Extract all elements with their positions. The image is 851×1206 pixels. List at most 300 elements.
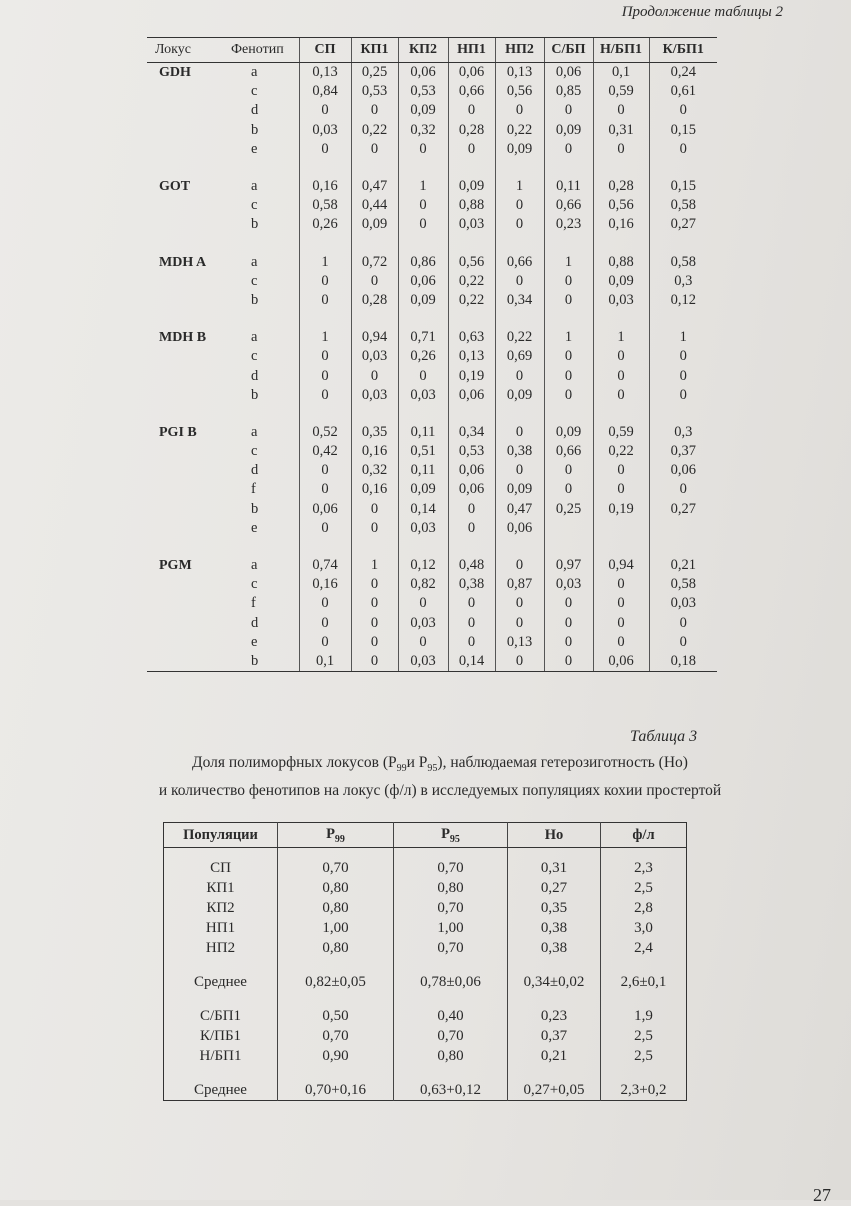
value-cell: 0 [593, 386, 649, 405]
phenotype-cell: c [251, 272, 258, 289]
table-row [147, 291, 717, 310]
value-cell: 0,25 [544, 500, 593, 519]
value-cell: 1 [299, 328, 351, 347]
value-cell [544, 519, 593, 538]
spacer-row [147, 159, 717, 177]
value-cell: 0,22 [593, 442, 649, 461]
value-cell: 0,88 [448, 196, 495, 215]
fl-cell: 2,3+0,2 [601, 1080, 687, 1101]
value-cell: 0,24 [649, 63, 717, 83]
table-row [147, 253, 717, 272]
value-cell: 0,32 [398, 121, 448, 140]
phenotype-cell: c [251, 348, 258, 365]
header-s-bp: С/БП [544, 38, 593, 63]
caption-text-2: и P [406, 754, 428, 771]
value-cell: 1 [398, 177, 448, 196]
value-cell: 0,47 [351, 177, 398, 196]
locus-name: GDH [159, 65, 191, 81]
value-cell: 0,71 [398, 328, 448, 347]
value-cell: 0 [544, 272, 593, 291]
value-cell: 0 [448, 633, 495, 652]
value-cell: 0 [593, 461, 649, 480]
table-row [147, 575, 717, 594]
locus-name: GOT [159, 179, 191, 195]
locus-name [147, 614, 219, 633]
ho-cell: 0,37 [508, 1026, 601, 1046]
spacer-row [147, 235, 717, 253]
spacer-row [147, 405, 717, 423]
spacer-row [164, 848, 687, 859]
locus-name [147, 101, 219, 120]
phenotype-cell: a [251, 329, 258, 346]
p95-cell: 0,40 [394, 1006, 508, 1026]
p95-cell: 1,00 [394, 918, 508, 938]
value-cell: 1 [495, 177, 544, 196]
value-cell: 0,09 [398, 291, 448, 310]
value-cell: 0,13 [495, 63, 544, 83]
value-cell: 0 [495, 594, 544, 613]
value-cell: 0 [398, 633, 448, 652]
continuation-label: Продолжение таблицы 2 [621, 4, 783, 20]
value-cell: 0,27 [649, 500, 717, 519]
value-cell: 0 [495, 461, 544, 480]
value-cell: 0 [495, 101, 544, 120]
value-cell: 0,11 [544, 177, 593, 196]
value-cell: 0 [351, 272, 398, 291]
phenotype-cell: a [251, 423, 258, 440]
locus-name: MDH B [159, 330, 207, 346]
fl-cell: 2,5 [601, 1046, 687, 1066]
table-row [147, 442, 717, 461]
phenotype-cell: d [251, 462, 259, 479]
table-row [147, 215, 717, 234]
value-cell: 0 [649, 347, 717, 366]
phenotype-cell: e [251, 140, 258, 157]
value-cell: 0 [448, 519, 495, 538]
p95-cell: 0,80 [394, 1046, 508, 1066]
value-cell: 0 [544, 386, 593, 405]
value-cell: 0 [495, 652, 544, 672]
value-cell: 0 [649, 386, 717, 405]
value-cell: 0 [351, 652, 398, 672]
value-cell: 0,53 [398, 82, 448, 101]
value-cell: 0 [398, 215, 448, 234]
value-cell: 0,59 [593, 82, 649, 101]
value-cell: 0 [495, 366, 544, 385]
pop-cell: НП1 [205, 920, 236, 936]
table-row [147, 652, 717, 672]
value-cell: 0,03 [544, 575, 593, 594]
value-cell: 0 [593, 575, 649, 594]
value-cell: 0 [398, 196, 448, 215]
table-row [147, 347, 717, 366]
value-cell: 0 [299, 347, 351, 366]
value-cell: 0,52 [299, 423, 351, 442]
locus-name [147, 82, 219, 101]
value-cell: 0,21 [649, 556, 717, 575]
p99-cell: 0,70 [278, 858, 394, 878]
locus-name [147, 594, 219, 613]
table-row [147, 140, 717, 159]
ho-cell: 0,34±0,02 [508, 972, 601, 992]
table-row [147, 480, 717, 499]
value-cell: 0,38 [495, 442, 544, 461]
fl-cell: 2,5 [601, 878, 687, 898]
value-cell: 0 [351, 614, 398, 633]
value-cell: 0 [593, 101, 649, 120]
p99-cell: 0,70 [278, 1026, 394, 1046]
locus-name [147, 442, 219, 461]
locus-name [147, 366, 219, 385]
table-row [164, 938, 687, 958]
pop-cell: Среднее [194, 1082, 247, 1098]
value-cell: 0,82 [398, 575, 448, 594]
p95-cell: 0,70 [394, 858, 508, 878]
value-cell: 1 [351, 556, 398, 575]
value-cell: 0 [299, 594, 351, 613]
value-cell: 0 [398, 366, 448, 385]
value-cell: 0 [351, 500, 398, 519]
table-row [164, 858, 687, 878]
table-row [147, 121, 717, 140]
value-cell [649, 519, 717, 538]
value-cell: 0,13 [495, 633, 544, 652]
value-cell: 0,28 [593, 177, 649, 196]
value-cell: 1 [649, 328, 717, 347]
value-cell: 0,72 [351, 253, 398, 272]
value-cell: 0 [495, 556, 544, 575]
value-cell: 0 [351, 633, 398, 652]
table-row [147, 594, 717, 613]
value-cell: 0 [649, 614, 717, 633]
value-cell: 0 [593, 594, 649, 613]
value-cell: 0 [351, 575, 398, 594]
phenotype-cell: c [251, 197, 258, 214]
value-cell: 0,38 [448, 575, 495, 594]
table-row [147, 500, 717, 519]
phenotype-cell: b [251, 291, 259, 308]
value-cell: 0,35 [351, 423, 398, 442]
value-cell: 0,66 [544, 196, 593, 215]
value-cell: 0,63 [448, 328, 495, 347]
value-cell: 0,09 [495, 480, 544, 499]
p95-cell: 0,80 [394, 878, 508, 898]
table-row [164, 918, 687, 938]
header-populations: Популяции [164, 823, 278, 848]
value-cell: 0,56 [448, 253, 495, 272]
p95-cell: 0,70 [394, 938, 508, 958]
value-cell: 0 [448, 140, 495, 159]
value-cell: 0 [593, 347, 649, 366]
phenotype-cell: a [251, 64, 258, 81]
value-cell: 0,27 [649, 215, 717, 234]
p99-cell: 0,70+0,16 [278, 1080, 394, 1101]
value-cell: 0,14 [448, 652, 495, 672]
spacer-row [164, 1066, 687, 1080]
value-cell: 0 [299, 480, 351, 499]
value-cell: 0,42 [299, 442, 351, 461]
ho-cell: 0,31 [508, 858, 601, 878]
fl-cell: 2,4 [601, 938, 687, 958]
header-locus: Локус [147, 38, 219, 63]
value-cell: 0 [351, 366, 398, 385]
value-cell: 0,58 [649, 575, 717, 594]
table-row [164, 1006, 687, 1026]
caption-sub-99: 99 [396, 763, 407, 775]
locus-name [147, 291, 219, 310]
p99-cell: 0,80 [278, 878, 394, 898]
value-cell: 0,03 [398, 614, 448, 633]
phenotype-cell: f [251, 595, 256, 612]
value-cell: 0 [649, 366, 717, 385]
value-cell: 0,11 [398, 423, 448, 442]
value-cell: 0,03 [398, 386, 448, 405]
pop-cell: СП [210, 860, 231, 876]
header-p99: $P_{99}$ [278, 823, 394, 848]
value-cell: 0,22 [495, 121, 544, 140]
locus-name [147, 215, 219, 234]
p95-cell: 0,70 [394, 1026, 508, 1046]
value-cell: 0,34 [495, 291, 544, 310]
locus-name [147, 121, 219, 140]
table-row [147, 556, 717, 575]
header-ho: Ho [508, 823, 601, 848]
value-cell: 1 [299, 253, 351, 272]
value-cell: 0,13 [448, 347, 495, 366]
value-cell: 0,06 [649, 461, 717, 480]
value-cell: 0,09 [495, 140, 544, 159]
locus-name [147, 196, 219, 215]
ho-cell: 0,21 [508, 1046, 601, 1066]
fl-cell: 2,5 [601, 1026, 687, 1046]
ho-cell: 0,27+0,05 [508, 1080, 601, 1101]
value-cell: 1 [593, 328, 649, 347]
value-cell: 0,28 [448, 121, 495, 140]
value-cell: 0,56 [593, 196, 649, 215]
value-cell: 0 [593, 140, 649, 159]
spacer-row [164, 958, 687, 972]
spacer-row [147, 310, 717, 328]
value-cell: 0 [544, 614, 593, 633]
caption-line-2: и количество фенотипов на локус (ф/л) в исследуемых популяциях кохии простертой [158, 782, 722, 800]
table-3-caption [140, 752, 740, 802]
table-row [164, 1080, 687, 1101]
value-cell: 0 [649, 101, 717, 120]
value-cell: 0,58 [649, 196, 717, 215]
ho-cell: 0,35 [508, 898, 601, 918]
table-3-header-row [164, 823, 687, 848]
value-cell: 0 [544, 461, 593, 480]
value-cell: 0,58 [299, 196, 351, 215]
value-cell: 0,18 [649, 652, 717, 672]
table-row [147, 101, 717, 120]
value-cell: 0,06 [398, 272, 448, 291]
table-2-continuation [147, 37, 717, 672]
value-cell: 0,09 [544, 423, 593, 442]
phenotype-cell: e [251, 519, 258, 536]
value-cell: 0 [544, 101, 593, 120]
value-cell: 0,03 [398, 652, 448, 672]
value-cell: 0,12 [649, 291, 717, 310]
table-row [147, 366, 717, 385]
value-cell: 1 [544, 328, 593, 347]
value-cell: 0 [299, 272, 351, 291]
phenotype-cell: a [251, 557, 258, 574]
p99-cell: 0,50 [278, 1006, 394, 1026]
locus-name: PGM [159, 558, 192, 574]
value-cell: 0,09 [544, 121, 593, 140]
pop-cell: КП2 [206, 900, 235, 916]
pop-cell: КП1 [206, 880, 235, 896]
value-cell: 0,15 [649, 177, 717, 196]
table-2-header-row [147, 38, 717, 63]
value-cell: 0,19 [593, 500, 649, 519]
value-cell: 0,85 [544, 82, 593, 101]
phenotype-cell: d [251, 614, 259, 631]
value-cell: 0,66 [495, 253, 544, 272]
value-cell: 0,09 [495, 386, 544, 405]
value-cell: 0 [495, 423, 544, 442]
value-cell: 0,03 [398, 519, 448, 538]
value-cell: 0,44 [351, 196, 398, 215]
caption-text-3: ), наблюдаемая гетерозиготность (Ho) [437, 754, 688, 771]
phenotype-cell: c [251, 443, 258, 460]
value-cell: 0,06 [495, 519, 544, 538]
value-cell: 0,09 [448, 177, 495, 196]
header-np2: НП2 [495, 38, 544, 63]
value-cell: 0,61 [649, 82, 717, 101]
p99-cell: 0,80 [278, 898, 394, 918]
table-row [147, 328, 717, 347]
header-sp: СП [299, 38, 351, 63]
value-cell: 0 [649, 140, 717, 159]
table-row [147, 272, 717, 291]
value-cell: 0 [299, 386, 351, 405]
value-cell: 0,74 [299, 556, 351, 575]
value-cell: 0,84 [299, 82, 351, 101]
fl-cell: 1,9 [601, 1006, 687, 1026]
page-number: 27 [813, 1185, 831, 1205]
table-row [147, 423, 717, 442]
value-cell: 0,06 [448, 461, 495, 480]
header-kp2: КП2 [398, 38, 448, 63]
value-cell: 0,94 [351, 328, 398, 347]
value-cell: 0 [351, 594, 398, 613]
table-row [164, 878, 687, 898]
value-cell: 0,11 [398, 461, 448, 480]
value-cell: 0,53 [351, 82, 398, 101]
value-cell: 0 [495, 272, 544, 291]
value-cell: 0 [448, 101, 495, 120]
ho-cell: 0,27 [508, 878, 601, 898]
value-cell: 0,31 [593, 121, 649, 140]
value-cell: 0,32 [351, 461, 398, 480]
fl-cell: 2,6±0,1 [601, 972, 687, 992]
value-cell: 0,09 [398, 480, 448, 499]
pop-cell: Н/БП1 [199, 1048, 242, 1064]
value-cell: 0 [448, 614, 495, 633]
locus-name: MDH A [159, 254, 207, 270]
value-cell: 0,1 [299, 652, 351, 672]
ho-cell: 0,38 [508, 918, 601, 938]
value-cell: 0,03 [351, 347, 398, 366]
p99-cell: 0,90 [278, 1046, 394, 1066]
spacer-row [147, 538, 717, 556]
value-cell: 0,16 [351, 480, 398, 499]
value-cell: 0,06 [299, 500, 351, 519]
value-cell: 0 [495, 196, 544, 215]
spacer-row [164, 992, 687, 1006]
value-cell: 0,15 [649, 121, 717, 140]
value-cell: 0 [299, 633, 351, 652]
value-cell: 0,06 [448, 480, 495, 499]
table-row [147, 177, 717, 196]
value-cell: 0 [351, 519, 398, 538]
value-cell: 0,69 [495, 347, 544, 366]
value-cell: 0,51 [398, 442, 448, 461]
value-cell: 0 [299, 614, 351, 633]
value-cell: 0 [544, 140, 593, 159]
caption-text-1: Доля полиморфных локусов (P [192, 754, 397, 771]
value-cell: 0,22 [448, 291, 495, 310]
table-row [147, 633, 717, 652]
value-cell: 0 [593, 614, 649, 633]
value-cell: 0,37 [649, 442, 717, 461]
phenotype-cell: d [251, 367, 259, 384]
value-cell: 0 [351, 140, 398, 159]
table-3 [163, 822, 687, 1101]
locus-name [147, 652, 219, 672]
value-cell: 0 [299, 519, 351, 538]
value-cell: 0,66 [448, 82, 495, 101]
value-cell: 0,16 [593, 215, 649, 234]
value-cell: 0 [544, 366, 593, 385]
value-cell: 0 [299, 291, 351, 310]
value-cell: 0,14 [398, 500, 448, 519]
value-cell: 0 [649, 480, 717, 499]
phenotype-cell: f [251, 481, 256, 498]
p95-cell: 0,70 [394, 898, 508, 918]
phenotype-cell: b [219, 652, 299, 672]
phenotype-cell: c [251, 576, 258, 593]
phenotype-cell: b [251, 216, 259, 233]
value-cell: 0,22 [448, 272, 495, 291]
ho-cell: 0,38 [508, 938, 601, 958]
phenotype-cell: a [251, 178, 258, 195]
value-cell: 0 [544, 480, 593, 499]
value-cell: 0,58 [649, 253, 717, 272]
value-cell: 0,09 [398, 101, 448, 120]
fl-cell: 2,3 [601, 858, 687, 878]
value-cell: 0,87 [495, 575, 544, 594]
table-row [147, 82, 717, 101]
value-cell: 0,23 [544, 215, 593, 234]
phenotype-cell: b [251, 386, 259, 403]
p99-cell: 1,00 [278, 918, 394, 938]
locus-name [147, 386, 219, 405]
header-k-bp1: К/БП1 [649, 38, 717, 63]
value-cell: 0,59 [593, 423, 649, 442]
value-cell: 0,12 [398, 556, 448, 575]
value-cell: 0,03 [299, 121, 351, 140]
table-row [147, 614, 717, 633]
value-cell: 0,48 [448, 556, 495, 575]
value-cell: 0,13 [299, 63, 351, 83]
header-np1: НП1 [448, 38, 495, 63]
value-cell: 0,97 [544, 556, 593, 575]
table-row [164, 898, 687, 918]
locus-name [147, 140, 219, 159]
